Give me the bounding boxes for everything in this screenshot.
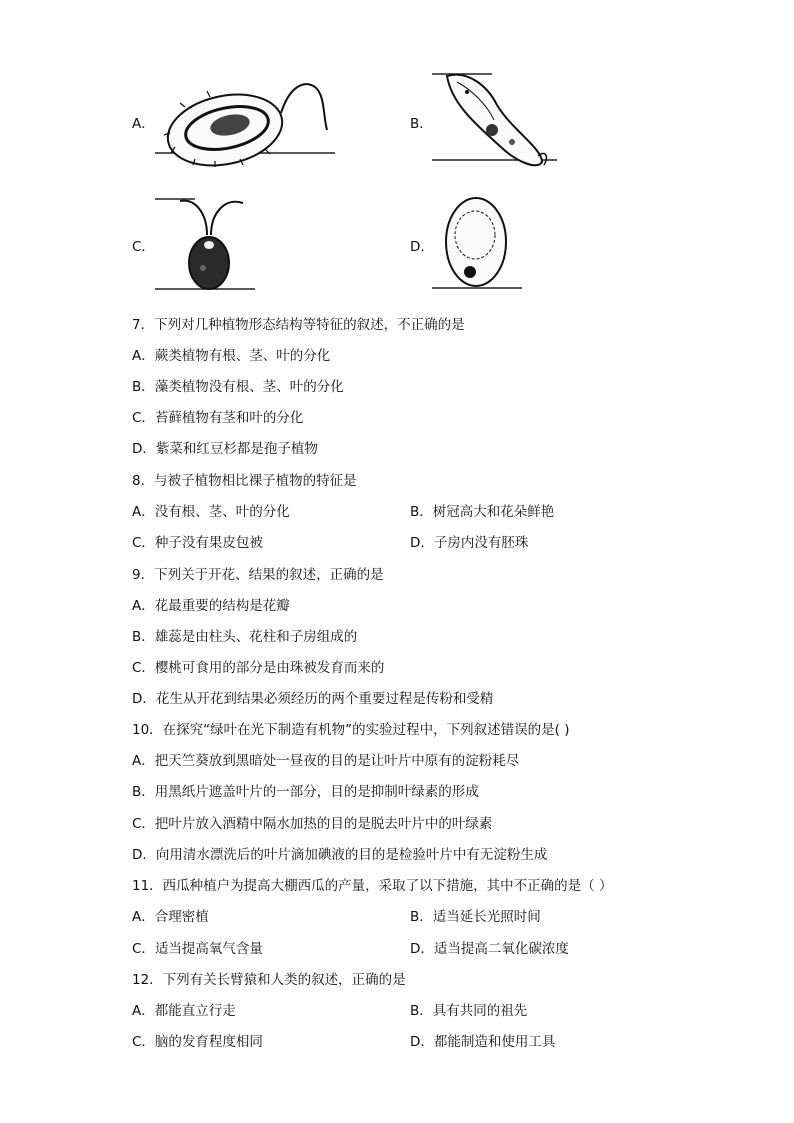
question-12-option-a: A．都能直立行走 <box>132 1003 236 1019</box>
question-11-option-d: D．适当提高二氧化碳浓度 <box>410 941 569 957</box>
question-10-option-c: C．把叶片放入酒精中隔水加热的目的是脱去叶片中的叶绿素 <box>132 816 493 832</box>
question-8-option-a: A．没有根、茎、叶的分化 <box>132 504 290 520</box>
question-9-stem: 9．下列关于开花、结果的叙述，正确的是 <box>132 567 384 583</box>
question-12-option-c: C．脑的发育程度相同 <box>132 1034 263 1050</box>
question-7-option-b: B．藻类植物没有根、茎、叶的分化 <box>132 379 344 395</box>
euglena-icon <box>432 70 557 170</box>
question-8-option-b: B．树冠高大和花朵鲜艳 <box>410 504 555 520</box>
question-8-option-c: C．种子没有果皮包被 <box>132 535 263 551</box>
question-9-option-c: C．樱桃可食用的部分是由珠被发育而来的 <box>132 660 385 676</box>
figure-option-c-label: C． <box>132 239 155 255</box>
question-10-stem: 10．在探究“绿叶在光下制造有机物”的实验过程中，下列叙述错误的是( ) <box>132 722 570 738</box>
question-11-stem: 11．西瓜种植户为提高大棚西瓜的产量，采取了以下措施，其中不正确的是（ ） <box>132 878 613 894</box>
question-9-option-a: A．花最重要的结构是花瓣 <box>132 598 290 614</box>
question-10-option-a: A．把天竺葵放到黑暗处一昼夜的目的是让叶片中原有的淀粉耗尽 <box>132 753 520 769</box>
question-12-option-b: B．具有共同的祖先 <box>410 1003 528 1019</box>
figure-option-a-label: A． <box>132 116 155 132</box>
question-7-option-a: A．蕨类植物有根、茎、叶的分化 <box>132 348 331 364</box>
question-11-option-c: C．适当提高氧气含量 <box>132 941 263 957</box>
question-10-option-b: B．用黑纸片遮盖叶片的一部分，目的是抑制叶绿素的形成 <box>132 784 479 800</box>
question-8-option-d: D．子房内没有胚珠 <box>410 535 529 551</box>
question-7-stem: 7．下列对几种植物形态结构等特征的叙述，不正确的是 <box>132 317 465 333</box>
bacterium-icon <box>155 75 335 170</box>
question-7-option-d: D．紫菜和红豆杉都是孢子植物 <box>132 441 318 457</box>
question-11-option-b: B．适当延长光照时间 <box>410 909 541 925</box>
question-11-option-a: A．合理密植 <box>132 909 209 925</box>
question-12-option-d: D．都能制造和使用工具 <box>410 1034 556 1050</box>
question-7-option-c: C．苔藓植物有茎和叶的分化 <box>132 410 304 426</box>
yeast-cell-icon <box>432 192 522 294</box>
question-9-option-b: B．雄蕊是由柱头、花柱和子房组成的 <box>132 629 358 645</box>
question-12-stem: 12．下列有关长臂猿和人类的叙述，正确的是 <box>132 972 406 988</box>
question-10-option-d: D．向用清水漂洗后的叶片滴加碘液的目的是检验叶片中有无淀粉生成 <box>132 847 548 863</box>
question-8-stem: 8．与被子植物相比裸子植物的特征是 <box>132 473 357 489</box>
figure-option-d-label: D． <box>410 239 434 255</box>
question-9-option-d: D．花生从开花到结果必须经历的两个重要过程是传粉和受精 <box>132 691 494 707</box>
chlamydomonas-icon <box>155 193 255 293</box>
figure-option-b-label: B． <box>410 116 433 132</box>
